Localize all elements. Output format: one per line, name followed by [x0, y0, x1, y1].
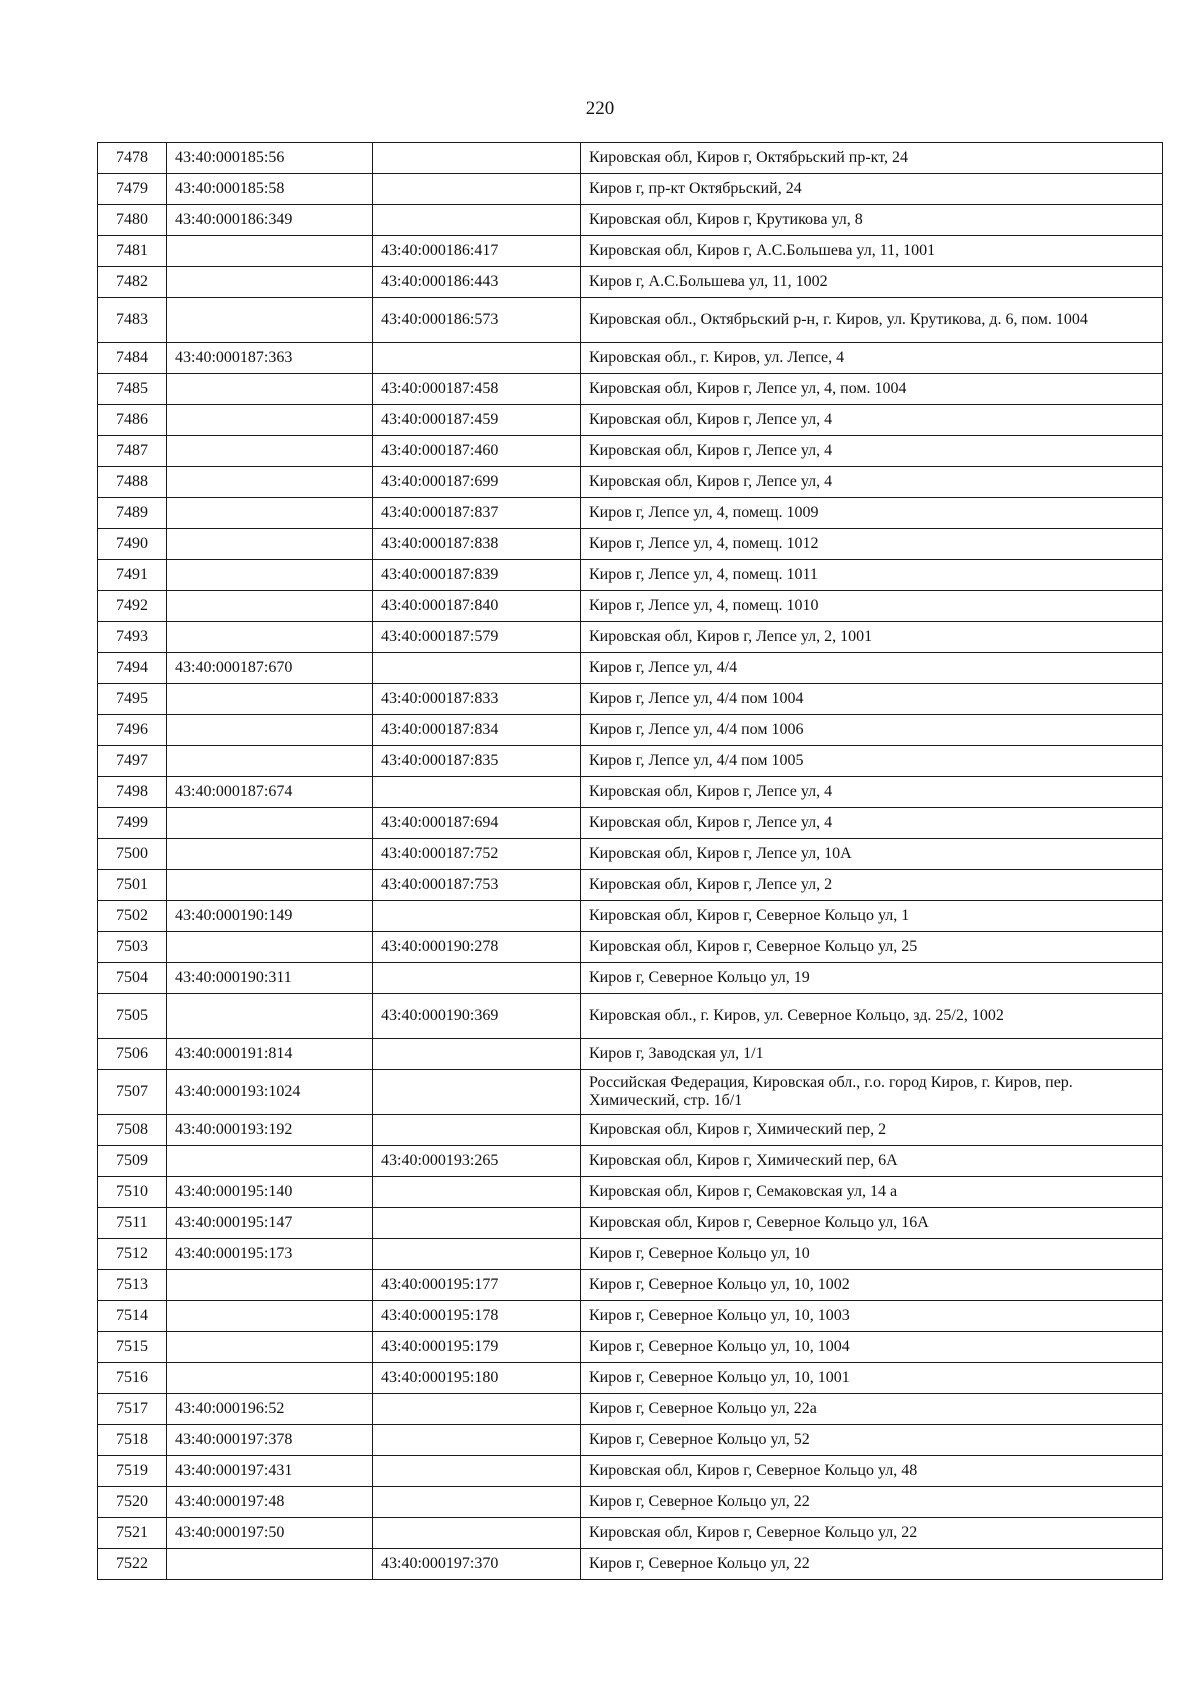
row-number-cell: 7482 — [98, 267, 167, 298]
address-cell: Кировская обл, Киров г, Лепсе ул, 4 — [581, 467, 1163, 498]
table-row — [98, 1518, 1163, 1549]
row-number-cell: 7493 — [98, 622, 167, 653]
row-number-cell: 7513 — [98, 1270, 167, 1301]
address-cell: Киров г, Северное Кольцо ул, 10, 1004 — [581, 1332, 1163, 1363]
premises-cadastral-number-cell: 43:40:000187:834 — [373, 715, 581, 746]
row-number-cell: 7491 — [98, 560, 167, 591]
cadastral-number-cell — [167, 932, 373, 963]
row-number-cell: 7495 — [98, 684, 167, 715]
premises-cadastral-number-cell: 43:40:000187:699 — [373, 467, 581, 498]
table-row — [98, 1146, 1163, 1177]
cadastral-number-cell — [167, 808, 373, 839]
address-cell: Кировская обл, Киров г, Семаковская ул, 14 а — [581, 1177, 1163, 1208]
cadastral-number-cell — [167, 436, 373, 467]
row-number-cell: 7511 — [98, 1208, 167, 1239]
address-cell: Кировская обл, Киров г, Лепсе ул, 4, пом. 1004 — [581, 374, 1163, 405]
cadastral-number-cell — [167, 1270, 373, 1301]
premises-cadastral-number-cell — [373, 174, 581, 205]
page-number: 220 — [585, 98, 615, 119]
premises-cadastral-number-cell: 43:40:000187:837 — [373, 498, 581, 529]
premises-cadastral-number-cell — [373, 901, 581, 932]
premises-cadastral-number-cell: 43:40:000187:460 — [373, 436, 581, 467]
premises-cadastral-number-cell: 43:40:000190:369 — [373, 994, 581, 1039]
table-row — [98, 236, 1163, 267]
table-row — [98, 174, 1163, 205]
table-row — [98, 1039, 1163, 1070]
table-row — [98, 839, 1163, 870]
cadastral-number-cell: 43:40:000190:149 — [167, 901, 373, 932]
row-number-cell: 7505 — [98, 994, 167, 1039]
row-number-cell: 7488 — [98, 467, 167, 498]
row-number-cell: 7489 — [98, 498, 167, 529]
address-cell: Киров г, Заводская ул, 1/1 — [581, 1039, 1163, 1070]
row-number-cell: 7512 — [98, 1239, 167, 1270]
row-number-cell: 7501 — [98, 870, 167, 901]
cadastral-number-cell — [167, 560, 373, 591]
cadastral-number-cell — [167, 236, 373, 267]
premises-cadastral-number-cell: 43:40:000187:838 — [373, 529, 581, 560]
row-number-cell: 7520 — [98, 1487, 167, 1518]
cadastral-number-cell: 43:40:000195:147 — [167, 1208, 373, 1239]
table-row — [98, 1332, 1163, 1363]
premises-cadastral-number-cell: 43:40:000187:752 — [373, 839, 581, 870]
row-number-cell: 7499 — [98, 808, 167, 839]
row-number-cell: 7487 — [98, 436, 167, 467]
address-cell: Кировская обл, Киров г, Северное Кольцо ул, 48 — [581, 1456, 1163, 1487]
address-cell: Киров г, Лепсе ул, 4/4 — [581, 653, 1163, 684]
address-cell: Кировская обл, Киров г, Северное Кольцо ул, 16А — [581, 1208, 1163, 1239]
premises-cadastral-number-cell — [373, 1208, 581, 1239]
table-row — [98, 1239, 1163, 1270]
cadastral-number-cell: 43:40:000195:173 — [167, 1239, 373, 1270]
premises-cadastral-number-cell: 43:40:000187:458 — [373, 374, 581, 405]
table-row — [98, 746, 1163, 777]
cadastral-number-cell — [167, 498, 373, 529]
table-row — [98, 591, 1163, 622]
table-row — [98, 1425, 1163, 1456]
table-row — [98, 1070, 1163, 1115]
table-row — [98, 1115, 1163, 1146]
table-row — [98, 560, 1163, 591]
address-cell: Кировская обл., г. Киров, ул. Северное Кольцо, зд. 25/2, 1002 — [581, 994, 1163, 1039]
premises-cadastral-number-cell: 43:40:000195:179 — [373, 1332, 581, 1363]
table-row — [98, 143, 1163, 174]
premises-cadastral-number-cell — [373, 1115, 581, 1146]
table-row — [98, 684, 1163, 715]
premises-cadastral-number-cell: 43:40:000187:753 — [373, 870, 581, 901]
premises-cadastral-number-cell — [373, 1394, 581, 1425]
table-row — [98, 1363, 1163, 1394]
row-number-cell: 7498 — [98, 777, 167, 808]
table-row — [98, 901, 1163, 932]
table-row — [98, 963, 1163, 994]
table-row — [98, 1208, 1163, 1239]
table-row — [98, 777, 1163, 808]
row-number-cell: 7508 — [98, 1115, 167, 1146]
address-cell: Киров г, А.С.Большева ул, 11, 1002 — [581, 267, 1163, 298]
address-cell: Кировская обл, Киров г, Лепсе ул, 4 — [581, 808, 1163, 839]
address-cell: Киров г, Лепсе ул, 4, помещ. 1009 — [581, 498, 1163, 529]
premises-cadastral-number-cell: 43:40:000187:459 — [373, 405, 581, 436]
row-number-cell: 7506 — [98, 1039, 167, 1070]
table-row — [98, 1270, 1163, 1301]
address-cell: Киров г, Северное Кольцо ул, 10 — [581, 1239, 1163, 1270]
address-cell: Кировская обл, Киров г, Лепсе ул, 2 — [581, 870, 1163, 901]
premises-cadastral-number-cell — [373, 1487, 581, 1518]
address-cell: Кировская обл, Киров г, Лепсе ул, 4 — [581, 777, 1163, 808]
cadastral-number-cell: 43:40:000193:1024 — [167, 1070, 373, 1115]
premises-cadastral-number-cell — [373, 1177, 581, 1208]
address-cell: Кировская обл, Киров г, Лепсе ул, 2, 1001 — [581, 622, 1163, 653]
table-row — [98, 529, 1163, 560]
cadastral-number-cell — [167, 994, 373, 1039]
premises-cadastral-number-cell — [373, 653, 581, 684]
address-cell: Кировская обл, Киров г, Химический пер, 6А — [581, 1146, 1163, 1177]
row-number-cell: 7504 — [98, 963, 167, 994]
address-cell: Киров г, Северное Кольцо ул, 22 — [581, 1487, 1163, 1518]
address-cell: Киров г, Лепсе ул, 4/4 пом 1006 — [581, 715, 1163, 746]
cadastral-number-cell — [167, 715, 373, 746]
table-row — [98, 343, 1163, 374]
premises-cadastral-number-cell — [373, 1456, 581, 1487]
cadastral-number-cell: 43:40:000197:50 — [167, 1518, 373, 1549]
table-row — [98, 374, 1163, 405]
premises-cadastral-number-cell — [373, 963, 581, 994]
table-row — [98, 436, 1163, 467]
table-row — [98, 298, 1163, 343]
row-number-cell: 7497 — [98, 746, 167, 777]
cadastral-number-cell: 43:40:000191:814 — [167, 1039, 373, 1070]
row-number-cell: 7496 — [98, 715, 167, 746]
address-cell: Киров г, Северное Кольцо ул, 10, 1002 — [581, 1270, 1163, 1301]
address-cell: Кировская обл., г. Киров, ул. Лепсе, 4 — [581, 343, 1163, 374]
premises-cadastral-number-cell — [373, 1039, 581, 1070]
row-number-cell: 7483 — [98, 298, 167, 343]
row-number-cell: 7502 — [98, 901, 167, 932]
cadastral-number-cell — [167, 1301, 373, 1332]
row-number-cell: 7500 — [98, 839, 167, 870]
cadastral-number-cell: 43:40:000187:674 — [167, 777, 373, 808]
table-row — [98, 932, 1163, 963]
cadastral-number-cell — [167, 1332, 373, 1363]
premises-cadastral-number-cell — [373, 343, 581, 374]
premises-cadastral-number-cell — [373, 777, 581, 808]
cadastral-number-cell: 43:40:000185:56 — [167, 143, 373, 174]
premises-cadastral-number-cell: 43:40:000195:180 — [373, 1363, 581, 1394]
registry-table-body — [98, 143, 1163, 1580]
registry-table — [97, 142, 1163, 1580]
premises-cadastral-number-cell — [373, 205, 581, 236]
row-number-cell: 7492 — [98, 591, 167, 622]
cadastral-number-cell: 43:40:000197:378 — [167, 1425, 373, 1456]
address-cell: Киров г, Лепсе ул, 4, помещ. 1012 — [581, 529, 1163, 560]
address-cell: Киров г, пр-кт Октябрьский, 24 — [581, 174, 1163, 205]
premises-cadastral-number-cell — [373, 1518, 581, 1549]
cadastral-number-cell — [167, 467, 373, 498]
row-number-cell: 7479 — [98, 174, 167, 205]
cadastral-number-cell — [167, 839, 373, 870]
address-cell: Киров г, Северное Кольцо ул, 22 — [581, 1549, 1163, 1580]
address-cell: Российская Федерация, Кировская обл., г.о. город Киров, г. Киров, пер. Химический, стр. 1б/1 — [581, 1070, 1163, 1115]
table-row — [98, 1456, 1163, 1487]
cadastral-number-cell — [167, 529, 373, 560]
row-number-cell: 7485 — [98, 374, 167, 405]
row-number-cell: 7480 — [98, 205, 167, 236]
premises-cadastral-number-cell — [373, 143, 581, 174]
premises-cadastral-number-cell — [373, 1239, 581, 1270]
cadastral-number-cell: 43:40:000195:140 — [167, 1177, 373, 1208]
table-row — [98, 653, 1163, 684]
premises-cadastral-number-cell: 43:40:000187:839 — [373, 560, 581, 591]
address-cell: Кировская обл, Киров г, Октябрьский пр-кт, 24 — [581, 143, 1163, 174]
premises-cadastral-number-cell: 43:40:000187:840 — [373, 591, 581, 622]
table-row — [98, 870, 1163, 901]
row-number-cell: 7515 — [98, 1332, 167, 1363]
table-row — [98, 994, 1163, 1039]
address-cell: Киров г, Лепсе ул, 4/4 пом 1005 — [581, 746, 1163, 777]
cadastral-number-cell: 43:40:000185:58 — [167, 174, 373, 205]
address-cell: Киров г, Лепсе ул, 4/4 пом 1004 — [581, 684, 1163, 715]
cadastral-number-cell — [167, 405, 373, 436]
premises-cadastral-number-cell: 43:40:000187:835 — [373, 746, 581, 777]
premises-cadastral-number-cell — [373, 1425, 581, 1456]
cadastral-number-cell — [167, 622, 373, 653]
premises-cadastral-number-cell: 43:40:000187:694 — [373, 808, 581, 839]
cadastral-number-cell — [167, 746, 373, 777]
table-row — [98, 498, 1163, 529]
table-row — [98, 622, 1163, 653]
table-row — [98, 1549, 1163, 1580]
row-number-cell: 7517 — [98, 1394, 167, 1425]
premises-cadastral-number-cell: 43:40:000197:370 — [373, 1549, 581, 1580]
cadastral-number-cell — [167, 1146, 373, 1177]
row-number-cell: 7478 — [98, 143, 167, 174]
cadastral-number-cell — [167, 298, 373, 343]
premises-cadastral-number-cell: 43:40:000195:178 — [373, 1301, 581, 1332]
row-number-cell: 7521 — [98, 1518, 167, 1549]
address-cell: Киров г, Северное Кольцо ул, 22а — [581, 1394, 1163, 1425]
address-cell: Кировская обл, Киров г, А.С.Большева ул, 11, 1001 — [581, 236, 1163, 267]
row-number-cell: 7522 — [98, 1549, 167, 1580]
table-row — [98, 467, 1163, 498]
row-number-cell: 7486 — [98, 405, 167, 436]
premises-cadastral-number-cell: 43:40:000187:833 — [373, 684, 581, 715]
cadastral-number-cell — [167, 684, 373, 715]
row-number-cell: 7503 — [98, 932, 167, 963]
cadastral-number-cell — [167, 591, 373, 622]
table-row — [98, 1394, 1163, 1425]
cadastral-number-cell: 43:40:000197:48 — [167, 1487, 373, 1518]
table-row — [98, 405, 1163, 436]
cadastral-number-cell: 43:40:000197:431 — [167, 1456, 373, 1487]
table-row — [98, 1177, 1163, 1208]
row-number-cell: 7481 — [98, 236, 167, 267]
premises-cadastral-number-cell: 43:40:000195:177 — [373, 1270, 581, 1301]
row-number-cell: 7514 — [98, 1301, 167, 1332]
cadastral-number-cell — [167, 1363, 373, 1394]
address-cell: Кировская обл, Киров г, Лепсе ул, 4 — [581, 405, 1163, 436]
address-cell: Кировская обл, Киров г, Северное Кольцо ул, 1 — [581, 901, 1163, 932]
table-row — [98, 205, 1163, 236]
cadastral-number-cell: 43:40:000190:311 — [167, 963, 373, 994]
cadastral-number-cell — [167, 870, 373, 901]
premises-cadastral-number-cell: 43:40:000186:417 — [373, 236, 581, 267]
address-cell: Киров г, Северное Кольцо ул, 52 — [581, 1425, 1163, 1456]
address-cell: Киров г, Северное Кольцо ул, 10, 1001 — [581, 1363, 1163, 1394]
cadastral-number-cell: 43:40:000187:670 — [167, 653, 373, 684]
table-row — [98, 715, 1163, 746]
cadastral-number-cell — [167, 1549, 373, 1580]
row-number-cell: 7509 — [98, 1146, 167, 1177]
address-cell: Кировская обл, Киров г, Крутикова ул, 8 — [581, 205, 1163, 236]
address-cell: Кировская обл., Октябрьский р-н, г. Киров, ул. Крутикова, д. 6, пом. 1004 — [581, 298, 1163, 343]
cadastral-number-cell: 43:40:000186:349 — [167, 205, 373, 236]
premises-cadastral-number-cell: 43:40:000187:579 — [373, 622, 581, 653]
row-number-cell: 7516 — [98, 1363, 167, 1394]
address-cell: Киров г, Лепсе ул, 4, помещ. 1011 — [581, 560, 1163, 591]
address-cell: Киров г, Северное Кольцо ул, 10, 1003 — [581, 1301, 1163, 1332]
premises-cadastral-number-cell — [373, 1070, 581, 1115]
address-cell: Киров г, Северное Кольцо ул, 19 — [581, 963, 1163, 994]
row-number-cell: 7507 — [98, 1070, 167, 1115]
address-cell: Кировская обл, Киров г, Химический пер, 2 — [581, 1115, 1163, 1146]
address-cell: Кировская обл, Киров г, Северное Кольцо ул, 22 — [581, 1518, 1163, 1549]
table-row — [98, 1487, 1163, 1518]
table-row — [98, 808, 1163, 839]
address-cell: Кировская обл, Киров г, Лепсе ул, 10А — [581, 839, 1163, 870]
address-cell: Киров г, Лепсе ул, 4, помещ. 1010 — [581, 591, 1163, 622]
premises-cadastral-number-cell: 43:40:000193:265 — [373, 1146, 581, 1177]
table-row — [98, 267, 1163, 298]
row-number-cell: 7519 — [98, 1456, 167, 1487]
table-row — [98, 1301, 1163, 1332]
row-number-cell: 7494 — [98, 653, 167, 684]
row-number-cell: 7510 — [98, 1177, 167, 1208]
row-number-cell: 7484 — [98, 343, 167, 374]
address-cell: Кировская обл, Киров г, Северное Кольцо ул, 25 — [581, 932, 1163, 963]
cadastral-number-cell: 43:40:000187:363 — [167, 343, 373, 374]
row-number-cell: 7518 — [98, 1425, 167, 1456]
cadastral-number-cell — [167, 374, 373, 405]
premises-cadastral-number-cell: 43:40:000190:278 — [373, 932, 581, 963]
premises-cadastral-number-cell: 43:40:000186:573 — [373, 298, 581, 343]
address-cell: Кировская обл, Киров г, Лепсе ул, 4 — [581, 436, 1163, 467]
premises-cadastral-number-cell: 43:40:000186:443 — [373, 267, 581, 298]
cadastral-number-cell: 43:40:000193:192 — [167, 1115, 373, 1146]
cadastral-number-cell — [167, 267, 373, 298]
row-number-cell: 7490 — [98, 529, 167, 560]
cadastral-number-cell: 43:40:000196:52 — [167, 1394, 373, 1425]
